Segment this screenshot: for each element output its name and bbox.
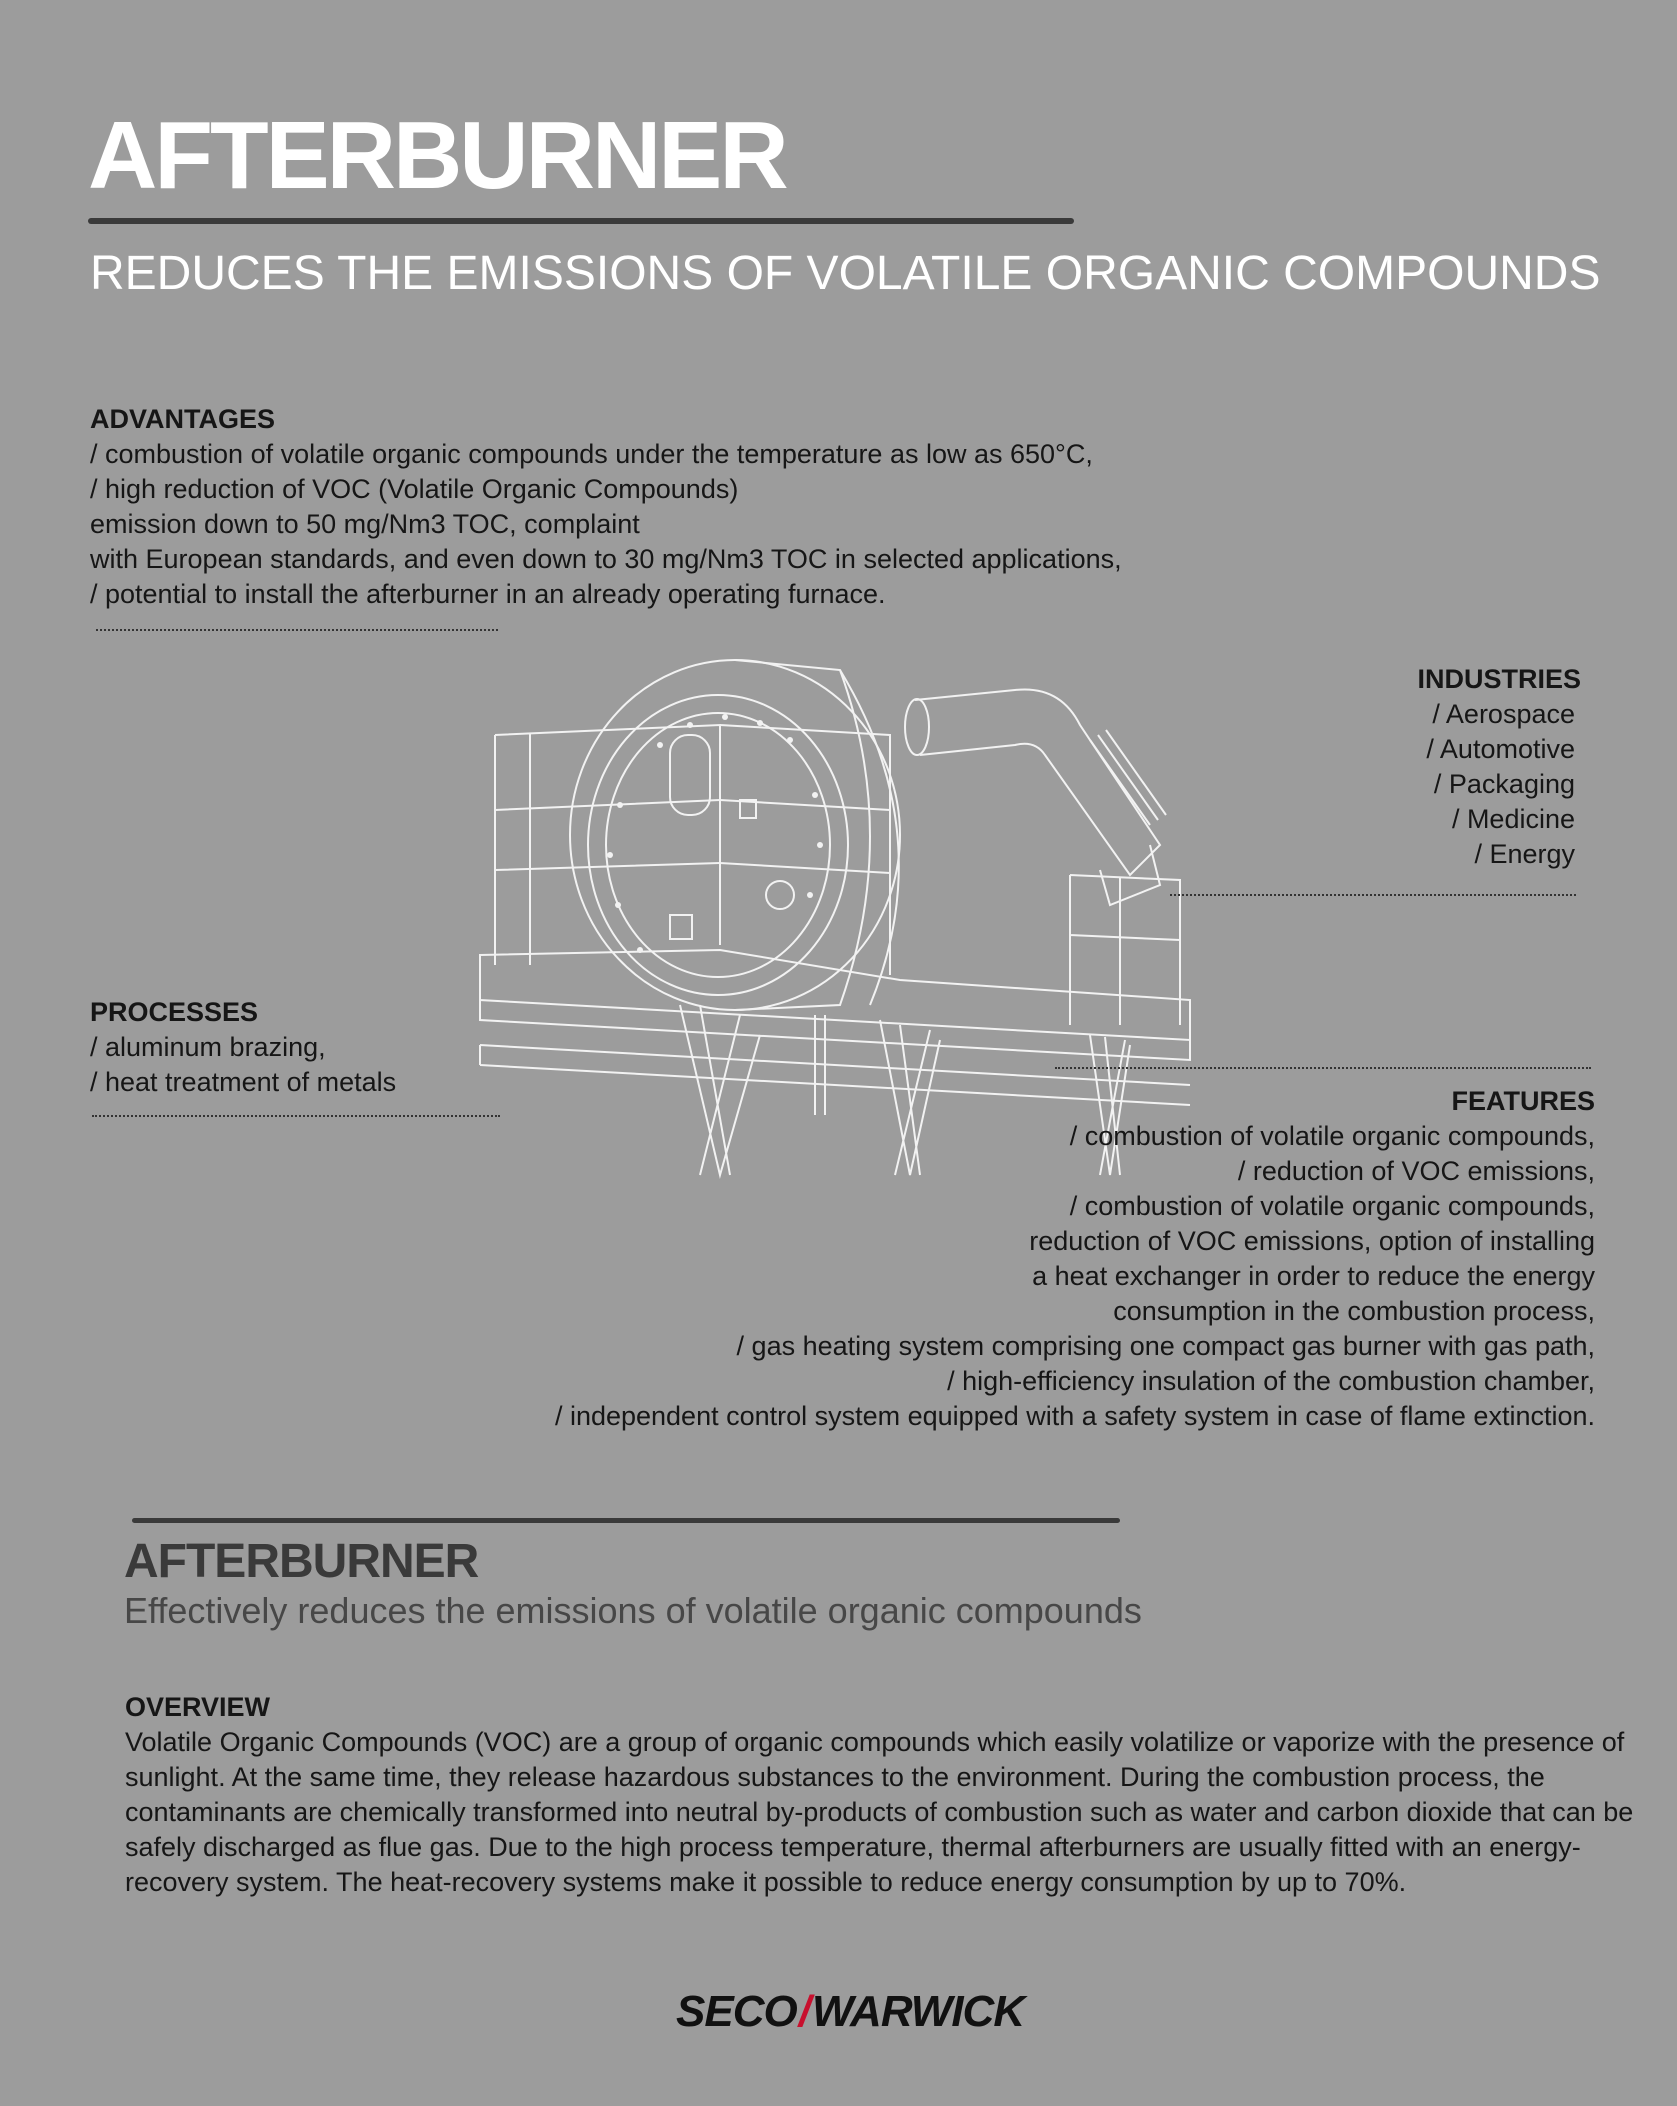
- industry-item: / Automotive: [1426, 734, 1575, 764]
- features-dotted-divider: [1055, 1067, 1591, 1069]
- industry-item: / Medicine: [1451, 804, 1575, 834]
- advantages-line: / combustion of volatile organic compounds under the temperature as low as 650°C,: [90, 439, 1093, 469]
- feature-line: consumption in the combustion process,: [1113, 1296, 1595, 1326]
- logo-slash-icon: /: [798, 1987, 810, 2036]
- advantages-line: / potential to install the afterburner in an already operating furnace.: [90, 579, 886, 609]
- advantages-line: / high reduction of VOC (Volatile Organic Compounds): [90, 474, 739, 504]
- industry-item: / Aerospace: [1432, 699, 1575, 729]
- features-heading: FEATURES: [1451, 1086, 1595, 1116]
- overview-heading: OVERVIEW: [125, 1692, 271, 1722]
- feature-line: / combustion of volatile organic compounds,: [1069, 1121, 1595, 1151]
- industries-heading: INDUSTRIES: [1417, 664, 1581, 694]
- industry-item: / Packaging: [1433, 769, 1575, 799]
- features-section: [555, 1084, 1595, 1434]
- industries-dotted-divider: [1170, 894, 1576, 896]
- section2-subtitle: Effectively reduces the emissions of volatile organic compounds: [124, 1590, 1142, 1631]
- advantages-heading: ADVANTAGES: [90, 404, 276, 434]
- overview-section: [125, 1690, 1655, 1900]
- advantages-section: [90, 402, 1122, 612]
- advantages-dotted-divider: [96, 629, 498, 631]
- title-divider: [88, 218, 1074, 224]
- process-item: / aluminum brazing,: [90, 1032, 326, 1062]
- feature-line: / gas heating system comprising one compact gas burner with gas path,: [736, 1331, 1595, 1361]
- feature-line: / reduction of VOC emissions,: [1237, 1156, 1595, 1186]
- advantages-line: with European standards, and even down to 30 mg/Nm3 TOC in selected applications,: [90, 544, 1122, 574]
- processes-section: [90, 995, 396, 1100]
- overview-text: Volatile Organic Compounds (VOC) are a group of organic compounds which easily volatilize or vaporize with the presence of sunlight. At the same time, they release hazardous substances to the environment. During the combustion process, the contaminants are chemically transformed into neutral by-products of combustion such as water and carbon dioxide that can be safely discharged as flue gas. Due to the high process temperature, thermal afterburners are usually fitted with an energy-recovery system. The heat-recovery systems make it possible to reduce energy consumption by up to 70%.: [125, 1727, 1634, 1897]
- industry-item: / Energy: [1474, 839, 1575, 869]
- process-item: / heat treatment of metals: [90, 1067, 397, 1097]
- seco-warwick-logo: [676, 1987, 1025, 2036]
- feature-line: reduction of VOC emissions, option of installing: [1029, 1226, 1595, 1256]
- section2-title: AFTERBURNER: [124, 1535, 479, 1588]
- page-subtitle: REDUCES THE EMISSIONS OF VOLATILE ORGANIC COMPOUNDS: [90, 247, 1601, 300]
- feature-line: / combustion of volatile organic compounds,: [1069, 1191, 1595, 1221]
- processes-heading: PROCESSES: [90, 997, 259, 1027]
- processes-dotted-divider: [92, 1115, 500, 1117]
- logo-right-text: WARWICK: [811, 1987, 1025, 2036]
- feature-line: / independent control system equipped with a safety system in case of flame extinction.: [554, 1401, 1595, 1431]
- feature-line: / high-efficiency insulation of the combustion chamber,: [947, 1366, 1595, 1396]
- industries-section: [1417, 662, 1581, 872]
- advantages-line: emission down to 50 mg/Nm3 TOC, complaint: [90, 509, 640, 539]
- section2-divider: [132, 1518, 1120, 1523]
- logo-left-text: SECO: [676, 1987, 797, 2036]
- feature-line: a heat exchanger in order to reduce the energy: [1032, 1261, 1595, 1291]
- page-title: AFTERBURNER: [88, 102, 786, 209]
